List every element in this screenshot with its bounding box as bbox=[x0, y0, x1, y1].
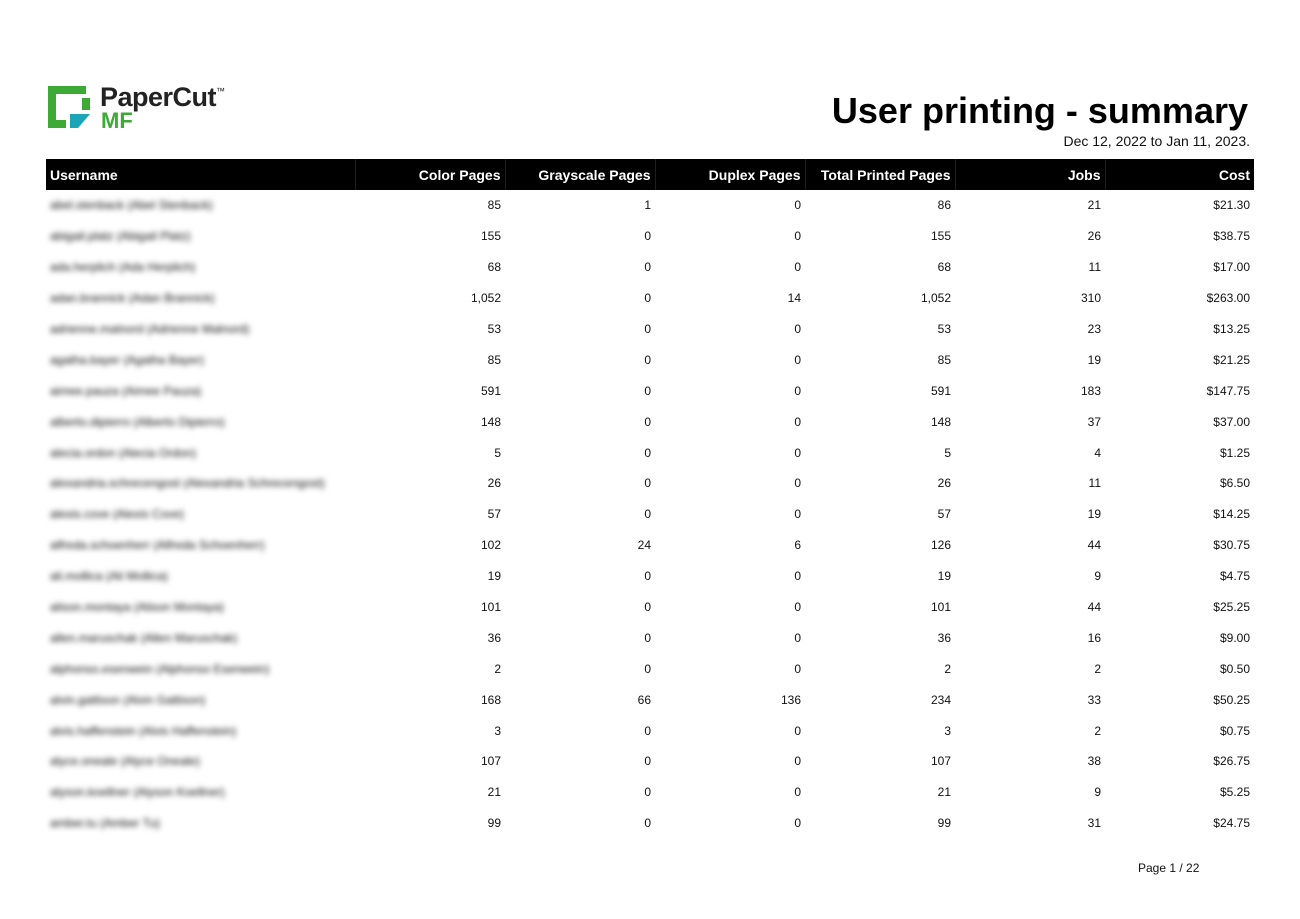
jobs-cell: 21 bbox=[1087, 198, 1101, 213]
color-pages-cell: 36 bbox=[487, 630, 501, 645]
duplex-pages-cell: 0 bbox=[794, 816, 801, 831]
column-header-color-pages: Color Pages bbox=[355, 159, 505, 190]
column-header-jobs: Jobs bbox=[955, 159, 1105, 190]
grayscale-pages-cell: 0 bbox=[644, 661, 651, 676]
grayscale-pages-cell: 66 bbox=[637, 692, 651, 707]
username-cell: alphonso.esenwein (Alphonso Esenwein) bbox=[50, 661, 270, 676]
grayscale-pages-cell: 0 bbox=[644, 414, 651, 429]
grayscale-pages-cell: 0 bbox=[644, 229, 651, 244]
color-pages-cell: 85 bbox=[487, 198, 501, 213]
duplex-pages-cell: 0 bbox=[794, 754, 801, 769]
duplex-pages-cell: 0 bbox=[794, 630, 801, 645]
cost-cell: $17.00 bbox=[1213, 260, 1250, 275]
cost-cell: $0.75 bbox=[1219, 723, 1250, 738]
column-header-total-printed-pages: Total Printed Pages bbox=[805, 159, 955, 190]
username-cell: alfreda.schoenherr (Alfreda Schoenherr) bbox=[50, 538, 265, 553]
duplex-pages-cell: 0 bbox=[794, 661, 801, 676]
cost-cell: $26.75 bbox=[1213, 754, 1250, 769]
page-number: Page 1 / 22 bbox=[1138, 861, 1200, 875]
grayscale-pages-cell: 0 bbox=[644, 476, 651, 491]
table-row bbox=[46, 499, 1254, 530]
cost-cell: $24.75 bbox=[1213, 816, 1250, 831]
grayscale-pages-cell: 0 bbox=[644, 291, 651, 306]
username-cell: abigail.platz (Abigail Platz) bbox=[50, 229, 191, 244]
table-row bbox=[46, 437, 1254, 468]
papercut-logo bbox=[46, 84, 236, 134]
column-header-cost: Cost bbox=[1105, 159, 1254, 190]
cost-cell: $21.30 bbox=[1213, 198, 1250, 213]
duplex-pages-cell: 6 bbox=[794, 538, 801, 553]
color-pages-cell: 107 bbox=[480, 754, 501, 769]
duplex-pages-cell: 0 bbox=[794, 723, 801, 738]
username-cell: alecia.ordon (Alecia Ordon) bbox=[50, 445, 197, 460]
color-pages-cell: 168 bbox=[480, 692, 501, 707]
jobs-cell: 31 bbox=[1087, 816, 1101, 831]
table-header-row bbox=[46, 159, 1254, 190]
username-cell: alvin.gattison (Alvin Gattison) bbox=[50, 692, 206, 707]
jobs-cell: 183 bbox=[1080, 383, 1101, 398]
table-row bbox=[46, 808, 1254, 839]
grayscale-pages-cell: 0 bbox=[644, 569, 651, 584]
duplex-pages-cell: 0 bbox=[794, 445, 801, 460]
username-cell: agatha.bayer (Agatha Bayer) bbox=[50, 352, 205, 367]
grayscale-pages-cell: 0 bbox=[644, 754, 651, 769]
cost-cell: $38.75 bbox=[1213, 229, 1250, 244]
jobs-cell: 19 bbox=[1087, 352, 1101, 367]
grayscale-pages-cell: 0 bbox=[644, 445, 651, 460]
username-cell: aimee.pauza (Aimee Pauza) bbox=[50, 383, 202, 398]
cost-cell: $1.25 bbox=[1219, 445, 1250, 460]
report-title: User printing - summary bbox=[831, 90, 1248, 131]
username-cell: ada.herplich (Ada Herplich) bbox=[50, 260, 196, 275]
total-printed-pages-cell: 86 bbox=[937, 198, 951, 213]
jobs-cell: 44 bbox=[1087, 600, 1101, 615]
table-row bbox=[46, 252, 1254, 283]
username-cell: alvis.haffenstein (Alvis Haffenstein) bbox=[50, 723, 237, 738]
cost-cell: $4.75 bbox=[1219, 569, 1250, 584]
grayscale-pages-cell: 0 bbox=[644, 723, 651, 738]
duplex-pages-cell: 0 bbox=[794, 352, 801, 367]
total-printed-pages-cell: 148 bbox=[930, 414, 951, 429]
report-date-range: Dec 12, 2022 to Jan 11, 2023. bbox=[1063, 133, 1250, 149]
grayscale-pages-cell: 0 bbox=[644, 600, 651, 615]
total-printed-pages-cell: 155 bbox=[930, 229, 951, 244]
color-pages-cell: 57 bbox=[487, 507, 501, 522]
grayscale-pages-cell: 0 bbox=[644, 352, 651, 367]
duplex-pages-cell: 0 bbox=[794, 785, 801, 800]
total-printed-pages-cell: 234 bbox=[930, 692, 951, 707]
cost-cell: $263.00 bbox=[1206, 291, 1250, 306]
grayscale-pages-cell: 0 bbox=[644, 322, 651, 336]
color-pages-cell: 99 bbox=[487, 816, 501, 831]
duplex-pages-cell: 136 bbox=[780, 692, 801, 707]
duplex-pages-cell: 14 bbox=[787, 291, 801, 306]
jobs-cell: 4 bbox=[1094, 445, 1101, 460]
color-pages-cell: 68 bbox=[487, 260, 501, 275]
username-cell: allen.maruschak (Allen Maruschak) bbox=[50, 630, 238, 645]
cost-cell: $13.25 bbox=[1213, 322, 1250, 336]
table-row bbox=[46, 406, 1254, 437]
total-printed-pages-cell: 3 bbox=[944, 723, 951, 738]
duplex-pages-cell: 0 bbox=[794, 322, 801, 336]
username-cell: abel.stenback (Abel Stenback) bbox=[50, 198, 213, 213]
duplex-pages-cell: 0 bbox=[794, 198, 801, 213]
color-pages-cell: 26 bbox=[487, 476, 501, 491]
table-row bbox=[46, 746, 1254, 777]
grayscale-pages-cell: 1 bbox=[644, 198, 651, 213]
username-cell: alyce.oneale (Alyce Oneale) bbox=[50, 754, 201, 769]
jobs-cell: 19 bbox=[1087, 507, 1101, 522]
color-pages-cell: 3 bbox=[494, 723, 501, 738]
total-printed-pages-cell: 1,052 bbox=[920, 291, 951, 306]
table-row bbox=[46, 715, 1254, 746]
color-pages-cell: 102 bbox=[480, 538, 501, 553]
total-printed-pages-cell: 19 bbox=[937, 569, 951, 584]
duplex-pages-cell: 0 bbox=[794, 476, 801, 491]
table-row bbox=[46, 561, 1254, 592]
grayscale-pages-cell: 0 bbox=[644, 383, 651, 398]
jobs-cell: 38 bbox=[1087, 754, 1101, 769]
table-row bbox=[46, 653, 1254, 684]
duplex-pages-cell: 0 bbox=[794, 414, 801, 429]
table-row bbox=[46, 221, 1254, 252]
grayscale-pages-cell: 0 bbox=[644, 507, 651, 522]
grayscale-pages-cell: 24 bbox=[637, 538, 651, 553]
username-cell: alexis.cove (Alexis Cove) bbox=[50, 507, 185, 522]
cost-cell: $5.25 bbox=[1219, 785, 1250, 800]
logo-wordmark: PaperCut™ bbox=[100, 82, 225, 112]
cost-cell: $0.50 bbox=[1219, 661, 1250, 676]
table-row bbox=[46, 190, 1254, 221]
total-printed-pages-cell: 57 bbox=[937, 507, 951, 522]
duplex-pages-cell: 0 bbox=[794, 569, 801, 584]
username-cell: alexandria.schrecengost (Alexandria Schrecengost) bbox=[50, 476, 325, 491]
color-pages-cell: 2 bbox=[494, 661, 501, 676]
grayscale-pages-cell: 0 bbox=[644, 260, 651, 275]
duplex-pages-cell: 0 bbox=[794, 600, 801, 615]
total-printed-pages-cell: 591 bbox=[930, 383, 951, 398]
color-pages-cell: 1,052 bbox=[470, 291, 501, 306]
total-printed-pages-cell: 36 bbox=[937, 630, 951, 645]
color-pages-cell: 155 bbox=[480, 229, 501, 244]
table-body bbox=[46, 190, 1254, 839]
total-printed-pages-cell: 21 bbox=[937, 785, 951, 800]
total-printed-pages-cell: 85 bbox=[937, 352, 951, 367]
total-printed-pages-cell: 107 bbox=[930, 754, 951, 769]
table-row bbox=[46, 375, 1254, 406]
jobs-cell: 23 bbox=[1087, 322, 1101, 336]
total-printed-pages-cell: 126 bbox=[930, 538, 951, 553]
cost-cell: $14.25 bbox=[1213, 507, 1250, 522]
table-row bbox=[46, 344, 1254, 375]
cost-cell: $50.25 bbox=[1213, 692, 1250, 707]
color-pages-cell: 5 bbox=[494, 445, 501, 460]
jobs-cell: 11 bbox=[1088, 260, 1101, 275]
user-summary-table bbox=[46, 159, 1254, 839]
jobs-cell: 310 bbox=[1080, 291, 1101, 306]
cost-cell: $6.50 bbox=[1219, 476, 1250, 491]
duplex-pages-cell: 0 bbox=[794, 507, 801, 522]
cost-cell: $9.00 bbox=[1219, 630, 1250, 645]
color-pages-cell: 21 bbox=[487, 785, 501, 800]
jobs-cell: 2 bbox=[1094, 661, 1101, 676]
jobs-cell: 9 bbox=[1094, 569, 1101, 584]
total-printed-pages-cell: 68 bbox=[937, 260, 951, 275]
table-row bbox=[46, 622, 1254, 653]
grayscale-pages-cell: 0 bbox=[644, 785, 651, 800]
jobs-cell: 44 bbox=[1087, 538, 1101, 553]
jobs-cell: 9 bbox=[1094, 785, 1101, 800]
cost-cell: $25.25 bbox=[1213, 600, 1250, 615]
color-pages-cell: 148 bbox=[480, 414, 501, 429]
cost-cell: $21.25 bbox=[1213, 352, 1250, 367]
table-row bbox=[46, 592, 1254, 623]
cost-cell: $147.75 bbox=[1206, 383, 1250, 398]
column-header-username: Username bbox=[46, 159, 355, 190]
grayscale-pages-cell: 0 bbox=[644, 630, 651, 645]
column-header-duplex-pages: Duplex Pages bbox=[655, 159, 805, 190]
color-pages-cell: 591 bbox=[480, 383, 501, 398]
jobs-cell: 26 bbox=[1087, 229, 1101, 244]
table-row bbox=[46, 777, 1254, 808]
duplex-pages-cell: 0 bbox=[794, 229, 801, 244]
username-cell: alyson.koellner (Alyson Koellner) bbox=[50, 785, 225, 800]
jobs-cell: 33 bbox=[1087, 692, 1101, 707]
table-row bbox=[46, 283, 1254, 314]
total-printed-pages-cell: 99 bbox=[937, 816, 951, 831]
jobs-cell: 37 bbox=[1087, 414, 1101, 429]
cost-cell: $37.00 bbox=[1213, 414, 1250, 429]
table-row bbox=[46, 468, 1254, 499]
color-pages-cell: 53 bbox=[487, 322, 501, 336]
column-header-grayscale-pages: Grayscale Pages bbox=[505, 159, 655, 190]
username-cell: adan.brannick (Adan Brannick) bbox=[50, 291, 215, 306]
logo-product: MF bbox=[101, 108, 133, 133]
table-row bbox=[46, 684, 1254, 715]
duplex-pages-cell: 0 bbox=[794, 383, 801, 398]
username-cell: amber.tu (Amber Tu) bbox=[50, 816, 161, 831]
table-row bbox=[46, 530, 1254, 561]
username-cell: ali.mollica (Ali Mollica) bbox=[50, 569, 169, 584]
total-printed-pages-cell: 5 bbox=[944, 445, 951, 460]
color-pages-cell: 101 bbox=[480, 600, 501, 615]
username-cell: alison.montaya (Alison Montaya) bbox=[50, 600, 225, 615]
total-printed-pages-cell: 101 bbox=[930, 600, 951, 615]
grayscale-pages-cell: 0 bbox=[644, 816, 651, 831]
color-pages-cell: 85 bbox=[487, 352, 501, 367]
username-cell: alberto.dipierro (Alberto Dipierro) bbox=[50, 414, 225, 429]
username-cell: adrienne.malnord (Adrienne Malnord) bbox=[50, 322, 250, 336]
jobs-cell: 2 bbox=[1094, 723, 1101, 738]
table-row bbox=[46, 314, 1254, 345]
total-printed-pages-cell: 26 bbox=[937, 476, 951, 491]
jobs-cell: 16 bbox=[1087, 630, 1101, 645]
duplex-pages-cell: 0 bbox=[794, 260, 801, 275]
cost-cell: $30.75 bbox=[1213, 538, 1250, 553]
jobs-cell: 11 bbox=[1088, 476, 1101, 491]
total-printed-pages-cell: 53 bbox=[937, 322, 951, 336]
total-printed-pages-cell: 2 bbox=[944, 661, 951, 676]
color-pages-cell: 19 bbox=[487, 569, 501, 584]
papercut-logo-icon bbox=[46, 84, 92, 130]
